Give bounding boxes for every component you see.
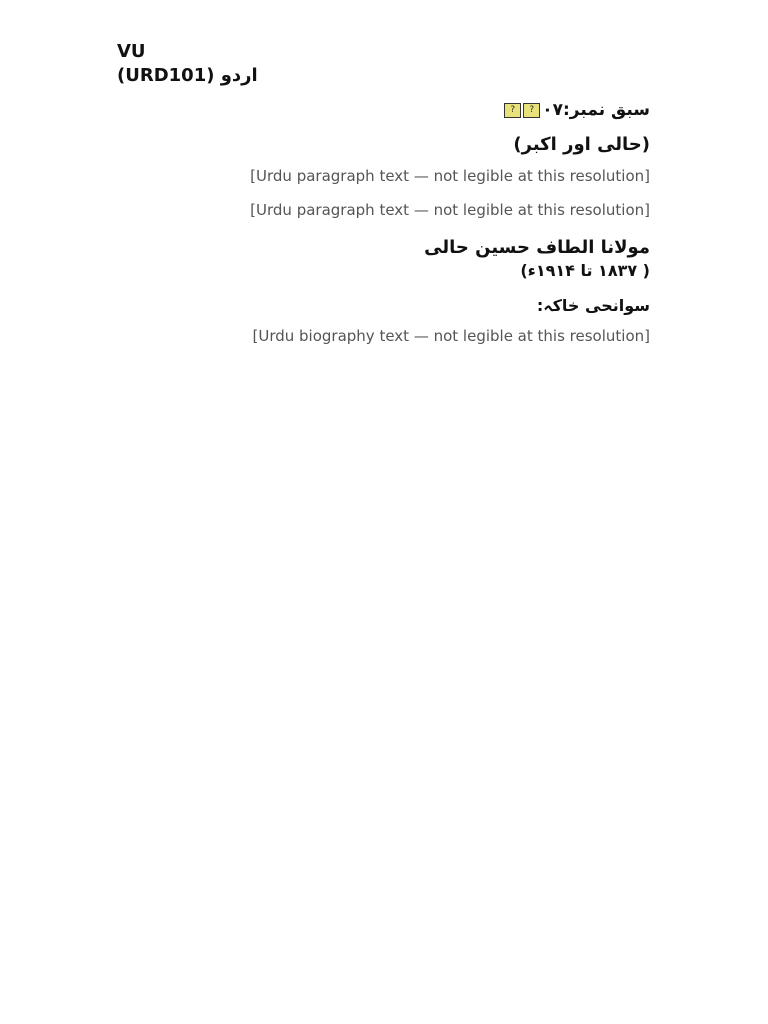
lesson-subtitle: (حالی اور اکبر) — [513, 134, 650, 155]
course-code: (URD101) اردو — [117, 65, 258, 86]
document-header — [117, 40, 258, 88]
second-paragraph: [Urdu paragraph text — not legible at this resolution] — [250, 201, 650, 219]
org-name: VU — [117, 41, 146, 62]
biography-text: [Urdu biography text — not legible at this resolution] — [252, 327, 650, 345]
lesson-heading — [118, 100, 650, 120]
section-title: مولانا الطاف حسین حالی — [424, 237, 650, 258]
biography-title: سوانحی خاکہ: — [536, 296, 650, 315]
document-body — [118, 100, 650, 361]
section-dates: ( ۱۸۳۷ تا ۱۹۱۴ء) — [520, 261, 650, 280]
placeholder-glyph-icon: ? — [523, 103, 540, 118]
intro-paragraph: [Urdu paragraph text — not legible at this resolution] — [250, 167, 650, 185]
lesson-title: سبق نمبر:۰۷ — [542, 100, 650, 120]
placeholder-glyph-icon: ? — [504, 103, 521, 118]
